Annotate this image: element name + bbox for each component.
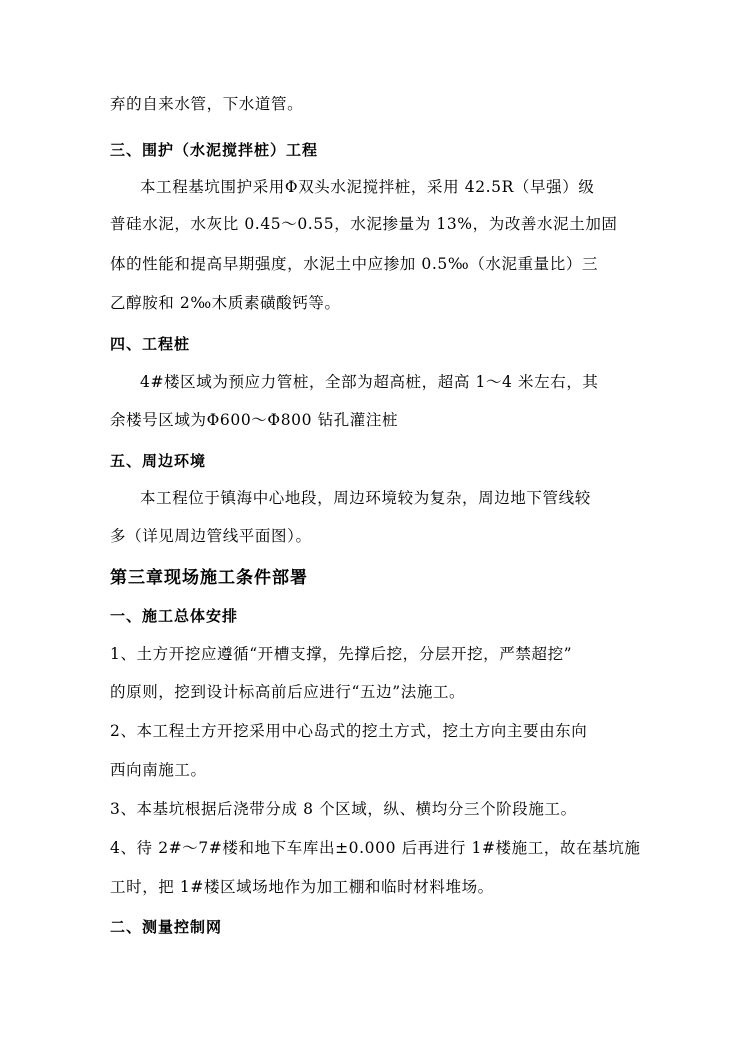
text-line: 工时，把 1#楼区域场地作为加工棚和临时材料堆场。 [110,878,494,896]
text-line: 4#楼区域为预应力管桩，全部为超高桩，超高 1～4 米左右，其 [140,373,599,391]
text-line: 的原则，挖到设计标高前后应进行“五边”法施工。 [110,683,466,701]
section-heading-surroundings: 五、周边环境 [110,452,207,470]
text-line: 多（详见周边管线平面图）。 [110,527,312,545]
text-line: 本工程位于镇海中心地段，周边环境较为复杂，周边地下管线较 [140,489,591,507]
section-heading-retaining: 三、围护（水泥搅拌桩）工程 [110,141,319,159]
text-line: 3、本基坑根据后浇带分成 8 个区域，纵、横均分三个阶段施工。 [110,800,577,818]
text-line: 2、本工程土方开挖采用中心岛式的挖土方式，挖土方向主要由东向 [110,722,588,740]
section-heading-arrangement: 一、施工总体安排 [110,607,239,625]
section-heading-survey: 二、测量控制网 [110,918,223,936]
text-line: 普硅水泥，水灰比 0.45～0.55，水泥掺量为 13%，为改善水泥土加固 [110,215,618,233]
text-line: 西向南施工。 [110,761,207,779]
text-line: 体的性能和提高早期强度，水泥土中应掺加 0.5‰（水泥重量比）三 [110,255,599,273]
text-line: 4、待 2#～7#楼和地下车库出±0.000 后再进行 1#楼施工，故在基坑施 [110,839,641,857]
chapter-heading: 第三章现场施工条件部署 [110,568,308,588]
text-line: 本工程基坑围护采用Φ双头水泥搅拌桩，采用 42.5R（早强）级 [140,178,595,196]
text-line: 1、土方开挖应遵循“开槽支撑，先撑后挖，分层开挖，严禁超挖” [110,645,573,663]
section-heading-piles: 四、工程桩 [110,335,191,353]
text-line: 弃的自来水管，下水道管。 [110,95,304,113]
text-line: 余楼号区域为Φ600～Φ800 钻孔灌注桩 [110,411,399,429]
text-line: 乙醇胺和 2‰木质素磺酸钙等。 [110,294,341,312]
